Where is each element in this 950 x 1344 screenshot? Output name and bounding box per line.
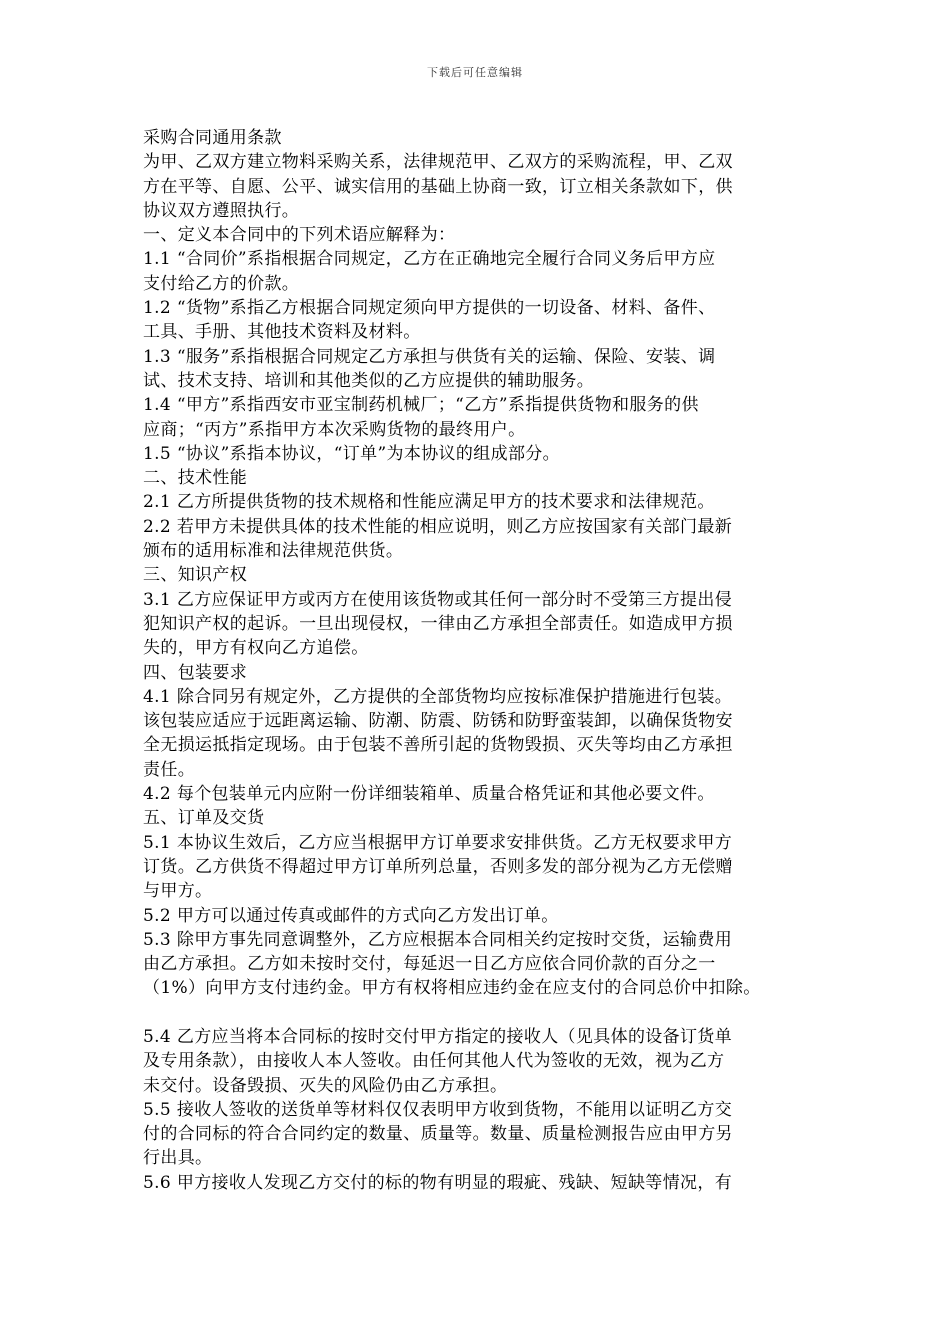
text-line: 2.2 若甲方未提供具体的技术性能的相应说明，则乙方应按国家有关部门最新 xyxy=(143,516,733,537)
text-line: 与甲方。 xyxy=(143,881,213,902)
document-title: 采购合同通用条款 xyxy=(143,128,282,148)
text-line: 1.3 “服务”系指根据合同规定乙方承担与供货有关的运输、保险、安装、调 xyxy=(143,346,716,367)
text-line: 5.4 乙方应当将本合同标的按时交付甲方指定的接收人（见具体的设备订货单 xyxy=(143,1026,733,1047)
text-line: 5.6 甲方接收人发现乙方交付的标的物有明显的瑕疵、残缺、短缺等情况，有 xyxy=(143,1172,733,1193)
text-line: 颁布的适用标准和法律规范供货。 xyxy=(143,541,404,562)
text-line: 试、技术支持、培训和其他类似的乙方应提供的辅助服务。 xyxy=(143,370,595,391)
text-line: 五、订单及交货 xyxy=(143,808,265,829)
text-line: 4.1 除合同另有规定外，乙方提供的全部货物均应按标准保护措施进行包装。 xyxy=(143,686,733,707)
text-line: （1%）向甲方支付违约金。甲方有权将相应违约金在应支付的合同总价中扣除。 xyxy=(143,978,761,999)
text-line: 未交付。设备毁损、灭失的风险仍由乙方承担。 xyxy=(143,1075,508,1096)
text-line: 1.4 “甲方”系指西安市亚宝制药机械厂；“乙方”系指提供货物和服务的供 xyxy=(143,395,699,416)
text-line: 1.1 “合同价”系指根据合同规定，乙方在正确地完全履行合同义务后甲方应 xyxy=(143,249,716,270)
text-line: 付的合同标的符合合同约定的数量、质量等。数量、质量检测报告应由甲方另 xyxy=(143,1124,733,1145)
text-line: 该包装应适应于远距离运输、防潮、防震、防锈和防野蛮装卸，以确保货物安 xyxy=(143,711,733,732)
page-header: 下载后可任意编辑 xyxy=(427,66,523,79)
text-line: 由乙方承担。乙方如未按时交付，每延迟一日乙方应依合同价款的百分之一 xyxy=(143,954,716,975)
text-line: 及专用条款），由接收人本人签收。由任何其他人代为签收的无效，视为乙方 xyxy=(143,1051,725,1072)
text-line: 责任。 xyxy=(143,759,196,780)
text-line: 4.2 每个包装单元内应附一份详细装箱单、质量合格凭证和其他必要文件。 xyxy=(143,784,715,805)
text-line: 1.2 “货物”系指乙方根据合同规定须向甲方提供的一切设备、材料、备件、 xyxy=(143,298,716,319)
text-line: 全无损运抵指定现场。由于包装不善所引起的货物毁损、灭失等均由乙方承担 xyxy=(143,735,733,756)
text-line: 四、包装要求 xyxy=(143,662,248,683)
text-line: 二、技术性能 xyxy=(143,468,248,489)
text-line: 行出具。 xyxy=(143,1148,213,1169)
text-line: 支付给乙方的价款。 xyxy=(143,273,300,294)
text-line: 5.1 本协议生效后，乙方应当根据甲方订单要求安排供货。乙方无权要求甲方 xyxy=(143,832,733,853)
text-line: 订货。乙方供货不得超过甲方订单所列总量，否则多发的部分视为乙方无偿赠 xyxy=(143,856,733,877)
document-body xyxy=(143,126,823,1195)
text-line: 一、定义本合同中的下列术语应解释为： xyxy=(143,225,456,246)
text-line: 工具、手册、其他技术资料及材料。 xyxy=(143,322,421,343)
text-line: 为甲、乙双方建立物料采购关系，法律规范甲、乙双方的采购流程，甲、乙双 xyxy=(143,152,733,173)
blank-line xyxy=(143,1001,823,1025)
text-line: 5.3 除甲方事先同意调整外，乙方应根据本合同相关约定按时交货，运输费用 xyxy=(143,929,733,950)
text-line: 应商；“丙方”系指甲方本次采购货物的最终用户。 xyxy=(143,419,526,440)
text-line: 1.5 “协议”系指本协议，“订单”为本协议的组成部分。 xyxy=(143,443,561,464)
text-line: 3.1 乙方应保证甲方或丙方在使用该货物或其任何一部分时不受第三方提出侵 xyxy=(143,589,733,610)
text-line: 协议双方遵照执行。 xyxy=(143,200,300,221)
text-line: 三、知识产权 xyxy=(143,565,248,586)
text-line: 5.5 接收人签收的送货单等材料仅仅表明甲方收到货物，不能用以证明乙方交 xyxy=(143,1099,733,1120)
text-line: 犯知识产权的起诉。一旦出现侵权，一律由乙方承担全部责任。如造成甲方损 xyxy=(143,613,733,634)
text-line: 方在平等、自愿、公平、诚实信用的基础上协商一致，订立相关条款如下，供 xyxy=(143,176,733,197)
text-line: 2.1 乙方所提供货物的技术规格和性能应满足甲方的技术要求和法律规范。 xyxy=(143,492,715,513)
text-line: 5.2 甲方可以通过传真或邮件的方式向乙方发出订单。 xyxy=(143,905,559,926)
text-line: 失的，甲方有权向乙方追偿。 xyxy=(143,638,369,659)
